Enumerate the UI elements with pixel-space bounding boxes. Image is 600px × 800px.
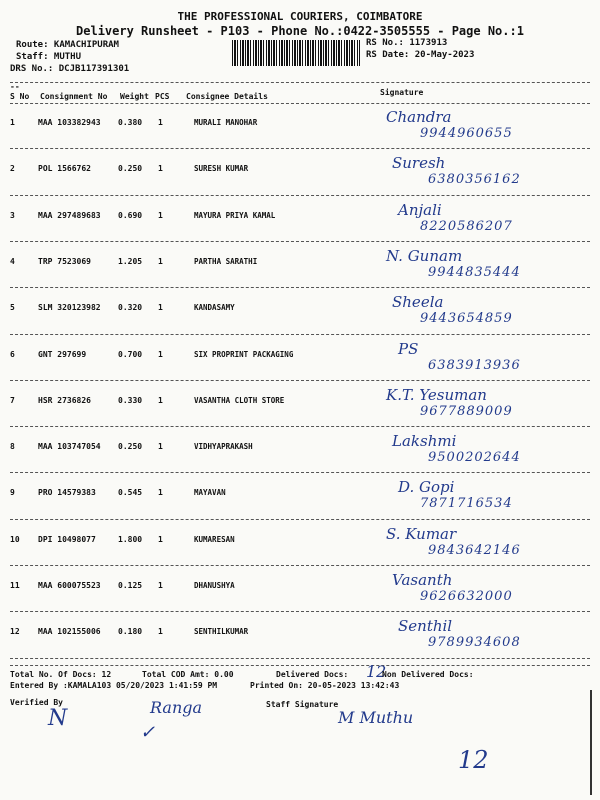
row-consignment: MAA 102155006 [38, 627, 101, 637]
row-consignment: POL 1566762 [38, 164, 91, 174]
row-signature-phone: 6383913936 [428, 357, 521, 373]
row-divider [10, 472, 590, 473]
company-title: THE PROFESSIONAL COURIERS, COIMBATORE [177, 10, 423, 23]
row-consignee: KANDASAMY [194, 303, 235, 313]
page-edge [590, 690, 592, 795]
row-sno: 9 [10, 488, 15, 498]
col-pcs: PCS [155, 92, 170, 101]
row-consignment: MAA 103382943 [38, 118, 101, 127]
row-signature-phone: 9944960655 [420, 126, 513, 141]
row-signature-phone: 7871716534 [420, 496, 513, 512]
row-weight: 0.250 [118, 442, 143, 452]
row-consignment: MAA 297489683 [38, 210, 101, 220]
row-sno: 3 [10, 210, 15, 220]
row-pcs: 1 [158, 349, 163, 359]
divider [10, 82, 590, 83]
col-weight: Weight [120, 92, 149, 101]
row-signature-name: Lakshmi [392, 432, 457, 451]
row-consignment: PRO 14579383 [38, 488, 96, 498]
row-pcs: 1 [158, 118, 163, 127]
row-divider [10, 380, 590, 381]
row-signature-phone: 9789934608 [428, 635, 521, 651]
col-signature: Signature [380, 88, 424, 97]
row-divider [10, 565, 590, 566]
row-consignee: PARTHA SARATHI [194, 256, 258, 266]
row-signature-name: Vasanth [392, 571, 453, 589]
rs-date: RS Date: 20-May-2023 [366, 50, 475, 60]
row-divider [10, 426, 590, 427]
row-signature-name: S. Kumar [386, 524, 457, 543]
row-sno: 7 [10, 395, 15, 405]
row-weight: 0.125 [118, 581, 143, 590]
row-divider [10, 519, 590, 520]
row-sno: 8 [10, 442, 15, 452]
row-sno: 12 [10, 627, 20, 637]
verified-by-label: Verified By [10, 698, 63, 707]
row-signature-name: Senthil [398, 617, 453, 636]
staff-signature-label: Staff Signature [266, 700, 339, 709]
row-signature-name: K.T. Yesuman [386, 385, 487, 404]
row-signature-phone: 9500202644 [428, 450, 521, 466]
row-signature-phone: 8220586207 [420, 218, 513, 234]
row-divider [10, 287, 590, 288]
row-divider [10, 148, 590, 149]
barcode [232, 40, 360, 66]
row-consignee: SURESH KUMAR [194, 164, 249, 174]
verifier-signature-mark: ✓ [140, 722, 156, 743]
col-consignment: Consignment No [40, 92, 108, 101]
row-consignee: VASANTHA CLOTH STORE [194, 395, 285, 405]
delivered-docs: Delivered Docs: [276, 670, 349, 679]
verifier-signature: Ranga [150, 698, 203, 717]
row-pcs: 1 [158, 534, 163, 544]
row-sno: 4 [10, 256, 15, 266]
row-sno: 11 [10, 581, 20, 590]
row-divider [10, 241, 590, 242]
drs-number: DRS No.: DCJB117391301 [10, 64, 130, 74]
route-label: Route: KAMACHIPURAM [16, 40, 119, 50]
row-sno: 5 [10, 303, 15, 313]
col-consignee: Consignee Details [186, 92, 268, 101]
row-pcs: 1 [158, 303, 163, 313]
row-sno: 2 [10, 164, 15, 174]
rs-number: RS No.: 1173913 [366, 38, 448, 48]
row-signature-phone: 9677889009 [420, 403, 513, 419]
row-pcs: 1 [158, 164, 163, 174]
row-divider [10, 195, 590, 196]
row-weight: 0.690 [118, 210, 143, 220]
runsheet-subtitle: Delivery Runsheet - P103 - Phone No.:0422-3505555 - Page No.:1 [76, 24, 524, 38]
row-weight: 0.250 [118, 164, 143, 174]
row-weight: 0.180 [118, 627, 143, 637]
row-pcs: 1 [158, 210, 163, 220]
total-cod: Total COD Amt: 0.00 [142, 670, 234, 679]
row-pcs: 1 [158, 395, 163, 405]
row-pcs: 1 [158, 442, 163, 452]
row-signature-phone: 9843642146 [428, 542, 521, 558]
divider [10, 103, 590, 104]
row-weight: 1.800 [118, 534, 143, 544]
row-signature-name: Anjali [398, 200, 442, 219]
row-consignee: SIX PROPRINT PACKAGING [194, 349, 294, 359]
col-sno: S No [10, 92, 30, 101]
row-pcs: 1 [158, 581, 163, 590]
delivered-count-handwritten: 12 [366, 662, 387, 681]
entered-by: Entered By :KAMALA103 05/20/2023 1:41:59 PM [10, 681, 218, 690]
row-signature-phone: 6380356162 [428, 172, 521, 188]
row-signature-name: D. Gopi [398, 478, 455, 497]
staff-signature-ink: M Muthu [338, 708, 414, 727]
row-consignee: MURALI MANOHAR [194, 118, 258, 127]
printed-on: Printed On: 20-05-2023 13:42:43 [250, 681, 400, 690]
row-weight: 1.205 [118, 256, 143, 266]
row-sno: 6 [10, 349, 15, 359]
row-pcs: 1 [158, 488, 163, 498]
row-divider [10, 611, 590, 612]
row-signature-name: PS [398, 339, 419, 358]
row-consignment: GNT 297699 [38, 349, 87, 359]
row-consignee: DHANUSHYA [194, 581, 235, 590]
row-pcs: 1 [158, 256, 163, 266]
row-consignment: SLM 320123982 [38, 303, 101, 313]
page-mark-handwritten: 12 [458, 746, 489, 774]
row-sno: 10 [10, 534, 20, 544]
row-consignment: HSR 2736826 [38, 395, 91, 405]
row-weight: 0.700 [118, 349, 143, 359]
row-consignee: VIDHYAPRAKASH [194, 442, 253, 452]
row-consignee: KUMARESAN [194, 534, 235, 544]
row-consignment: TRP 7523069 [38, 256, 91, 266]
row-signature-phone: 9443654859 [420, 311, 513, 327]
dash-mark: -- [10, 82, 20, 91]
row-weight: 0.320 [118, 303, 143, 313]
row-consignment: MAA 103747054 [38, 442, 101, 452]
row-sno: 1 [10, 118, 15, 127]
row-divider [10, 334, 590, 335]
verifier-initial: N [48, 706, 68, 731]
row-signature-name: Chandra [386, 108, 452, 126]
row-weight: 0.380 [118, 118, 143, 127]
row-consignee: MAYAVAN [194, 488, 226, 498]
row-signature-name: N. Gunam [386, 246, 463, 265]
staff-label: Staff: MUTHU [16, 52, 82, 62]
row-consignee: MAYURA PRIYA KAMAL [194, 210, 276, 220]
row-divider [10, 658, 590, 659]
divider [10, 665, 590, 666]
row-consignment: MAA 600075523 [38, 581, 101, 590]
row-signature-phone: 9944835444 [428, 264, 521, 280]
total-docs: Total No. Of Docs: 12 [10, 670, 112, 679]
row-signature-name: Suresh [392, 154, 446, 173]
non-delivered-docs: Non Delivered Docs: [382, 670, 474, 679]
row-weight: 0.330 [118, 395, 143, 405]
row-consignee: SENTHILKUMAR [194, 627, 249, 637]
row-pcs: 1 [158, 627, 163, 637]
row-signature-phone: 9626632000 [420, 589, 513, 604]
row-signature-name: Sheela [392, 293, 444, 312]
row-weight: 0.545 [118, 488, 143, 498]
row-consignment: DPI 10498077 [38, 534, 96, 544]
